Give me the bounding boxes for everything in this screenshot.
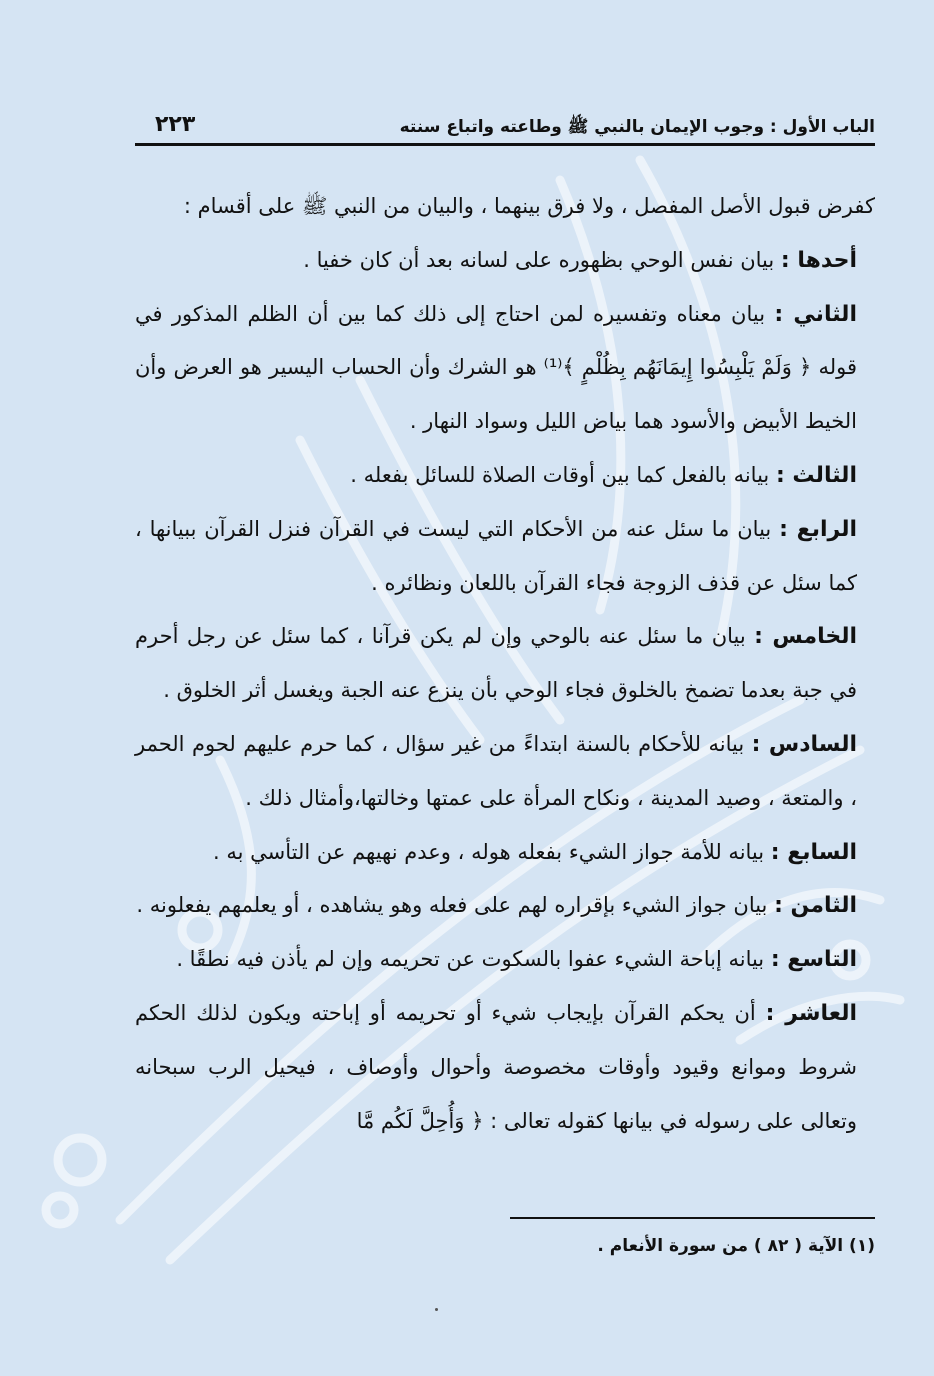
paragraph-seventh: السابع : بيانه للأمة جواز الشيء بفعله هوله ، وعدم نهيهم عن التأسي به . xyxy=(213,839,857,865)
paragraph-fifth: الخامس : بيان ما سئل عنه بالوحي وإن لم يكن قرآنا ، كما سئل عن رجل أحرم في جبة بعدما تضمخ بالخلوق فجاء الوحي بأن ينزع عنه الجبة ويغسل أثر الخلوق . xyxy=(135,624,857,703)
paragraph-tenth: العاشر : أن يحكم القرآن بإيجاب شيء أو تحريمه أو إباحته ويكون لذلك الحكم شروط وموانع وقيود وأوقات مخصوصة وأحوال وأوصاف ، فيحيل الرب سبحانه وتعالى على رسوله في بيانها كقوله تعالى : ﴿ وَأُحِلَّ لَكُم مَّا xyxy=(135,1000,858,1133)
section-label: الثامن : xyxy=(774,893,857,919)
paragraph-third: الثالث : بيانه بالفعل كما بين أوقات الصلاة للسائل بفعله . xyxy=(350,462,857,488)
paragraph-fourth: الرابع : بيان ما سئل عنه من الأحكام التي ليست في القرآن فنزل القرآن ببيانها ، كما سئل عن قذف الزوجة فجاء القرآن باللعان ونظائره . xyxy=(135,516,857,595)
running-header xyxy=(135,112,875,142)
section-label: السادس : xyxy=(751,731,857,757)
section-label: الخامس : xyxy=(754,624,857,650)
paragraph-eighth: الثامن : بيان جواز الشيء بإقراره لهم على فعله وهو يشاهده ، أو يعلمهم يفعلونه . xyxy=(136,893,857,919)
paragraph-ninth: التاسع : بيانه إباحة الشيء عفوا بالسكوت عن تحريمه وإن لم يأذن فيه نطقًا . xyxy=(176,947,857,973)
section-label: الثالث : xyxy=(775,462,857,488)
footnote: (١) الآية ( ٨٢ ) من سورة الأنعام . xyxy=(597,1236,875,1256)
paragraph-sixth: السادس : بيانه للأحكام بالسنة ابتداءً من غير سؤال ، كما حرم عليهم لحوم الحمر ، والمتعة ، وصيد المدينة ، ونكاح المرأة على عمتها وخالتها،وأمثال ذلك . xyxy=(135,731,857,810)
body-text xyxy=(135,180,875,1148)
section-label: العاشر : xyxy=(765,1000,858,1026)
section-label: أحدها : xyxy=(780,247,857,273)
paragraph-first: أحدها : بيان نفس الوحي بظهوره على لسانه بعد أن كان خفيا . xyxy=(303,247,857,273)
section-label: السابع : xyxy=(770,839,857,865)
section-label: الرابع : xyxy=(779,516,857,542)
section-label: التاسع : xyxy=(770,947,857,973)
paragraph-intro: كفرض قبول الأصل المفصل ، ولا فرق بينهما ، والبيان من النبي ﷺ على أقسام : xyxy=(183,194,875,218)
footnote-rule xyxy=(510,1217,875,1219)
print-speck xyxy=(435,1308,438,1311)
paragraph-second: الثاني : بيان معناه وتفسيره لمن احتاج إلى ذلك كما بين أن الظلم المذكور في قوله ﴿ وَلَمْ يَلْبِسُوا إِيمَانَهُم بِظُلْمٍ ﴾⁽¹⁾ هو الشرك وأن الحساب اليسير هو العرض وأن الخيط الأبيض والأسود هما بياض الليل وسواد النهار . xyxy=(135,301,857,434)
header-rule xyxy=(135,143,875,146)
section-label: الثاني : xyxy=(774,301,857,327)
chapter-title: الباب الأول : وجوب الإيمان بالنبي ﷺ وطاعته واتباع سنته xyxy=(399,117,875,137)
page-number: ٢٢٣ xyxy=(155,112,196,137)
